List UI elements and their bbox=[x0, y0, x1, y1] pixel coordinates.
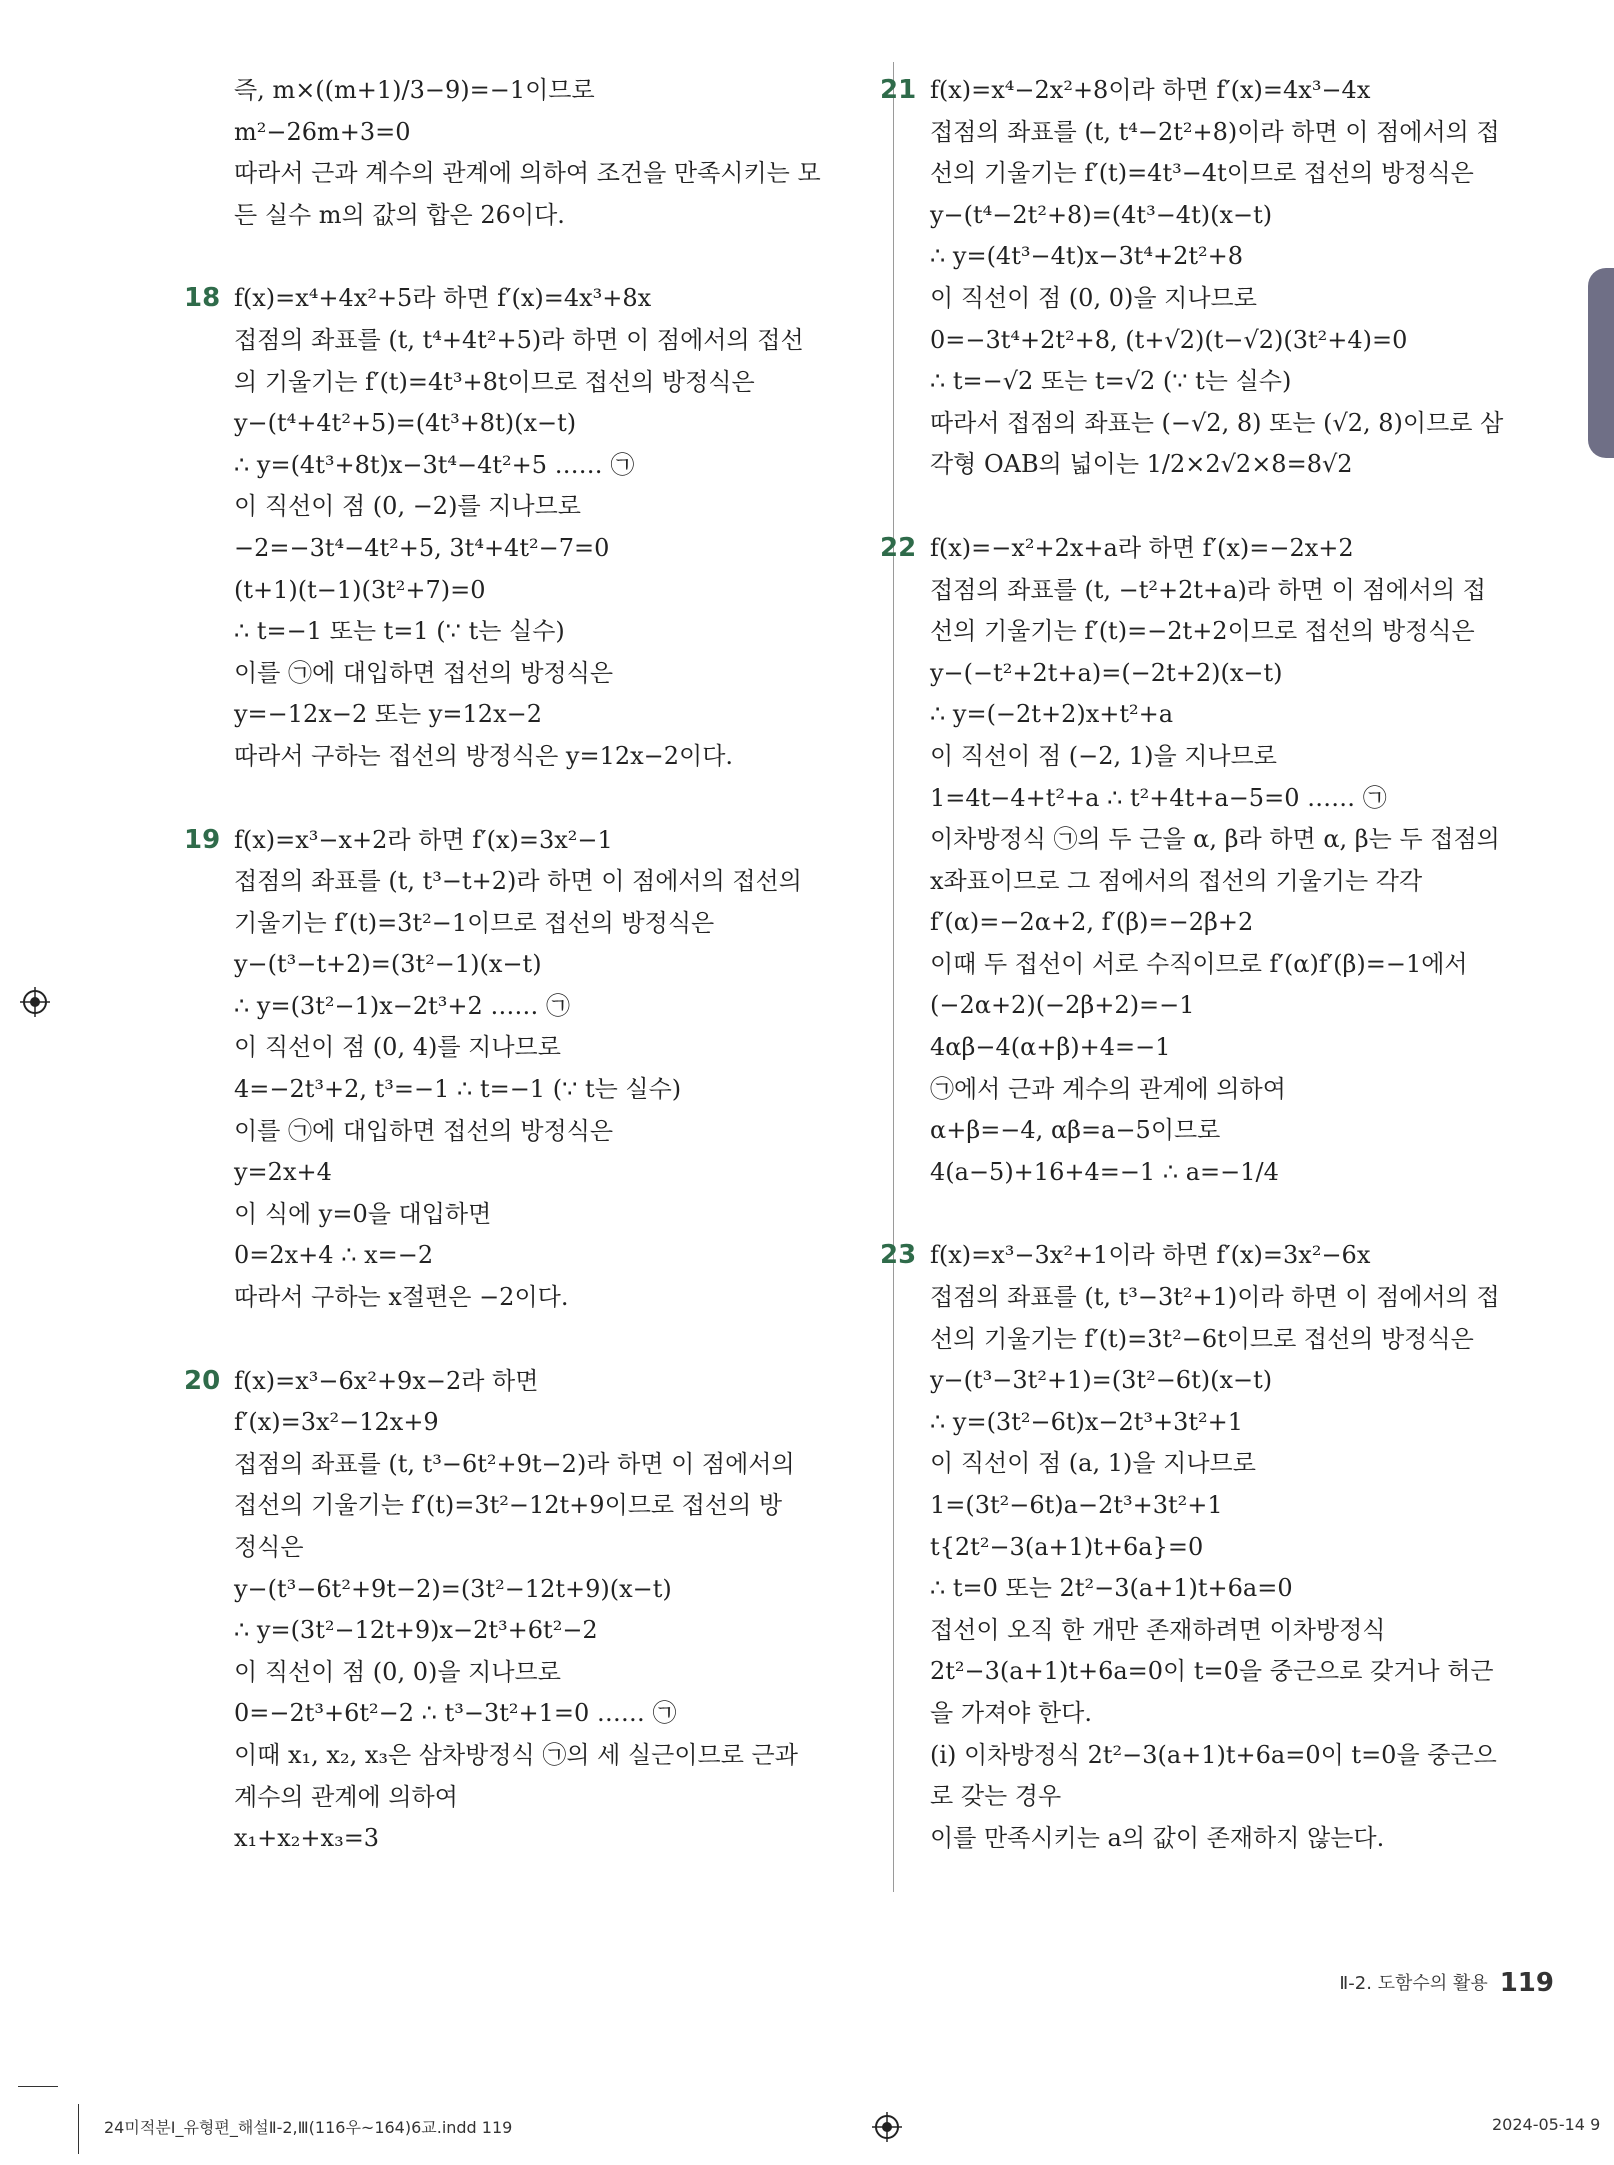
solution-line: 이 식에 y=0을 대입하면 bbox=[234, 1199, 492, 1228]
solution-line: 선의 기울기는 f′(t)=4t³−4t이므로 접선의 방정식은 bbox=[930, 159, 1474, 188]
print-file-name: 24미적분Ⅰ_유형편_해설Ⅱ-2,Ⅲ(116우~164)6교.indd 119 bbox=[104, 2118, 513, 2137]
section-title: Ⅱ-2. 도함수의 활용 bbox=[1339, 1973, 1488, 1994]
solution-line: f(x)=x⁴+4x²+5라 하면 f′(x)=4x³+8x bbox=[234, 284, 652, 313]
solution-line: f(x)=x³−6x²+9x−2라 하면 bbox=[234, 1366, 539, 1395]
solution-line: 따라서 구하는 x절편은 −2이다. bbox=[234, 1283, 569, 1312]
solution-block bbox=[184, 820, 854, 1319]
solution-line: x좌표이므로 그 점에서의 접선의 기울기는 각각 bbox=[930, 866, 1423, 895]
solution-line: ㉠에서 근과 계수의 관계에 의하여 bbox=[930, 1074, 1286, 1103]
problem-number: 22 bbox=[880, 532, 917, 563]
solution-line: 4=−2t³+2, t³=−1 ∴ t=−1 (∵ t는 실수) bbox=[234, 1075, 682, 1104]
solution-block bbox=[880, 1235, 1550, 1859]
trim-mark bbox=[18, 2086, 58, 2087]
problem-gap bbox=[234, 236, 854, 278]
solution-line: (i) 이차방정식 2t²−3(a+1)t+6a=0이 t=0을 중근으 bbox=[930, 1740, 1497, 1769]
problem-number: 19 bbox=[184, 824, 221, 855]
solution-line: α+β=−4, αβ=a−5이므로 bbox=[930, 1116, 1221, 1145]
solution-line: 든 실수 m의 값의 합은 26이다. bbox=[234, 200, 565, 229]
solution-line: 선의 기울기는 f′(t)=3t²−6t이므로 접선의 방정식은 bbox=[930, 1324, 1474, 1353]
solution-line: 이를 ㉠에 대입하면 접선의 방정식은 bbox=[234, 1116, 614, 1145]
solution-line: y−(t³−3t²+1)=(3t²−6t)(x−t) bbox=[930, 1366, 1273, 1395]
solution-line: 계수의 관계에 의하여 bbox=[234, 1782, 458, 1811]
solution-line: 이를 ㉠에 대입하면 접선의 방정식은 bbox=[234, 658, 614, 687]
print-date: 2024-05-14 9 bbox=[1492, 2115, 1601, 2134]
solution-line: 접점의 좌표를 (t, t³−3t²+1)이라 하면 이 점에서의 접 bbox=[930, 1283, 1500, 1312]
solution-line: f(x)=−x²+2x+a라 하면 f′(x)=−2x+2 bbox=[930, 533, 1354, 562]
problem-gap bbox=[930, 1193, 1550, 1235]
problem-gap bbox=[234, 778, 854, 820]
solution-line: 이 직선이 점 (0, 0)을 지나므로 bbox=[930, 283, 1257, 312]
solution-line: 이 직선이 점 (a, 1)을 지나므로 bbox=[930, 1449, 1256, 1478]
solution-line: ∴ y=(3t²−6t)x−2t³+3t²+1 bbox=[930, 1407, 1244, 1436]
registration-mark-icon bbox=[872, 2112, 902, 2142]
solution-line: 접선이 오직 한 개만 존재하려면 이차방정식 bbox=[930, 1615, 1386, 1644]
solution-line: 이를 만족시키는 a의 값이 존재하지 않는다. bbox=[930, 1823, 1385, 1852]
solution-line: 따라서 근과 계수의 관계에 의하여 조건을 만족시키는 모 bbox=[234, 159, 821, 188]
solution-line: f(x)=x⁴−2x²+8이라 하면 f′(x)=4x³−4x bbox=[930, 76, 1371, 104]
trim-mark bbox=[78, 2104, 79, 2154]
problem-number: 18 bbox=[184, 283, 221, 314]
solution-line: ∴ y=(4t³+8t)x−3t⁴−4t²+5 …… ㉠ bbox=[234, 450, 635, 479]
problem-number: 23 bbox=[880, 1240, 917, 1271]
solution-line: 따라서 접점의 좌표는 (−√2, 8) 또는 (√2, 8)이므로 삼 bbox=[930, 408, 1504, 437]
solution-block bbox=[184, 1361, 854, 1860]
left-column bbox=[184, 70, 854, 1860]
solution-line: 이 직선이 점 (0, 4)를 지나므로 bbox=[234, 1033, 561, 1062]
solution-line: 4(a−5)+16+4=−1 ∴ a=−1/4 bbox=[930, 1157, 1279, 1186]
solution-line: f′(α)=−2α+2, f′(β)=−2β+2 bbox=[930, 908, 1254, 937]
solution-block bbox=[184, 278, 854, 777]
solution-line: y−(t⁴−2t²+8)=(4t³−4t)(x−t) bbox=[930, 200, 1273, 229]
solution-block bbox=[880, 70, 1550, 486]
solution-line: f′(x)=3x²−12x+9 bbox=[234, 1408, 439, 1437]
solution-line: 정식은 bbox=[234, 1533, 304, 1561]
solution-line: 이차방정식 ㉠의 두 근을 α, β라 하면 α, β는 두 접점의 bbox=[930, 825, 1500, 854]
page-number: 119 bbox=[1499, 1968, 1554, 1998]
solution-block bbox=[880, 528, 1550, 1194]
solution-line: ∴ t=−√2 또는 t=√2 (∵ t는 실수) bbox=[930, 367, 1292, 396]
solution-line: f(x)=x³−x+2라 하면 f′(x)=3x²−1 bbox=[234, 825, 613, 854]
solution-line: (t+1)(t−1)(3t²+7)=0 bbox=[234, 575, 486, 604]
solution-line: y=−12x−2 또는 y=12x−2 bbox=[234, 700, 542, 729]
solution-line: 0=2x+4 ∴ x=−2 bbox=[234, 1241, 434, 1270]
solution-line: t{2t²−3(a+1)t+6a}=0 bbox=[930, 1532, 1204, 1561]
solution-line: −2=−3t⁴−4t²+5, 3t⁴+4t²−7=0 bbox=[234, 533, 610, 562]
problem-number: 21 bbox=[880, 75, 917, 105]
solution-line: y−(t³−6t²+9t−2)=(3t²−12t+9)(x−t) bbox=[234, 1574, 672, 1603]
solution-line: ∴ y=(3t²−12t+9)x−2t³+6t²−2 bbox=[234, 1616, 598, 1645]
solution-line: y−(−t²+2t+a)=(−2t+2)(x−t) bbox=[930, 658, 1283, 687]
solution-line: 즉, m×((m+1)/3−9)=−1이므로 bbox=[234, 76, 595, 104]
solution-line: ∴ y=(4t³−4t)x−3t⁴+2t²+8 bbox=[930, 242, 1244, 271]
solution-line: f(x)=x³−3x²+1이라 하면 f′(x)=3x²−6x bbox=[930, 1241, 1371, 1270]
solution-line: 1=(3t²−6t)a−2t³+3t²+1 bbox=[930, 1491, 1223, 1519]
solution-line: 이 직선이 점 (0, −2)를 지나므로 bbox=[234, 492, 581, 521]
solution-line: 4αβ−4(α+β)+4=−1 bbox=[930, 1033, 1171, 1062]
problem-number: 20 bbox=[184, 1365, 221, 1396]
solution-line: 접선의 기울기는 f′(t)=3t²−12t+9이므로 접선의 방 bbox=[234, 1491, 783, 1520]
solution-line: 각형 OAB의 넓이는 1/2×2√2×8=8√2 bbox=[930, 450, 1353, 479]
solution-line: 접점의 좌표를 (t, t⁴−2t²+8)이라 하면 이 점에서의 접 bbox=[930, 117, 1500, 146]
solution-line: 이 직선이 점 (0, 0)을 지나므로 bbox=[234, 1657, 561, 1686]
solution-line: 기울기는 f′(t)=3t²−1이므로 접선의 방정식은 bbox=[234, 908, 715, 937]
solution-line: 이때 x₁, x₂, x₃은 삼차방정식 ㉠의 세 실근이므로 근과 bbox=[234, 1740, 798, 1769]
solution-line: 2t²−3(a+1)t+6a=0이 t=0을 중근으로 갖거나 허근 bbox=[930, 1657, 1494, 1686]
solution-block bbox=[234, 70, 854, 236]
solution-line: 0=−2t³+6t²−2 ∴ t³−3t²+1=0 …… ㉠ bbox=[234, 1699, 677, 1728]
right-column bbox=[880, 70, 1550, 1859]
solution-line: 선의 기울기는 f′(t)=−2t+2이므로 접선의 방정식은 bbox=[930, 617, 1475, 646]
solution-line: 접점의 좌표를 (t, t³−t+2)라 하면 이 점에서의 접선의 bbox=[234, 867, 802, 896]
problem-gap bbox=[930, 486, 1550, 528]
side-tab bbox=[1588, 268, 1614, 458]
solution-line: 로 갖는 경우 bbox=[930, 1782, 1062, 1811]
solution-line: 따라서 구하는 접선의 방정식은 y=12x−2이다. bbox=[234, 741, 734, 770]
column-divider bbox=[893, 62, 894, 1892]
solution-line: 1=4t−4+t²+a ∴ t²+4t+a−5=0 …… ㉠ bbox=[930, 783, 1387, 812]
solution-line: 0=−3t⁴+2t²+8, (t+√2)(t−√2)(3t²+4)=0 bbox=[930, 325, 1408, 354]
solution-line: ∴ y=(3t²−1)x−2t³+2 …… ㉠ bbox=[234, 991, 571, 1020]
solution-line: 접점의 좌표를 (t, −t²+2t+a)라 하면 이 점에서의 접 bbox=[930, 575, 1486, 604]
problem-gap bbox=[234, 1319, 854, 1361]
solution-line: 을 가져야 한다. bbox=[930, 1698, 1092, 1727]
solution-line: y−(t³−t+2)=(3t²−1)(x−t) bbox=[234, 950, 542, 979]
solution-line: ∴ y=(−2t+2)x+t²+a bbox=[930, 700, 1174, 729]
page-footer bbox=[1339, 1968, 1554, 1998]
solution-line: y−(t⁴+4t²+5)=(4t³+8t)(x−t) bbox=[234, 409, 577, 438]
solution-line: x₁+x₂+x₃=3 bbox=[234, 1824, 380, 1853]
solution-line: 이 직선이 점 (−2, 1)을 지나므로 bbox=[930, 741, 1277, 770]
solution-line: ∴ t=0 또는 2t²−3(a+1)t+6a=0 bbox=[930, 1574, 1293, 1603]
solution-line: m²−26m+3=0 bbox=[234, 117, 411, 146]
solution-line: 의 기울기는 f′(t)=4t³+8t이므로 접선의 방정식은 bbox=[234, 367, 755, 396]
registration-mark-icon bbox=[20, 987, 50, 1017]
solution-line: 접점의 좌표를 (t, t³−6t²+9t−2)라 하면 이 점에서의 bbox=[234, 1449, 795, 1478]
solution-line: 접점의 좌표를 (t, t⁴+4t²+5)라 하면 이 점에서의 접선 bbox=[234, 325, 804, 354]
solution-line: 이때 두 접선이 서로 수직이므로 f′(α)f′(β)=−1에서 bbox=[930, 949, 1468, 978]
solution-line: (−2α+2)(−2β+2)=−1 bbox=[930, 991, 1195, 1020]
solution-line: y=2x+4 bbox=[234, 1158, 332, 1187]
solution-line: ∴ t=−1 또는 t=1 (∵ t는 실수) bbox=[234, 617, 565, 646]
